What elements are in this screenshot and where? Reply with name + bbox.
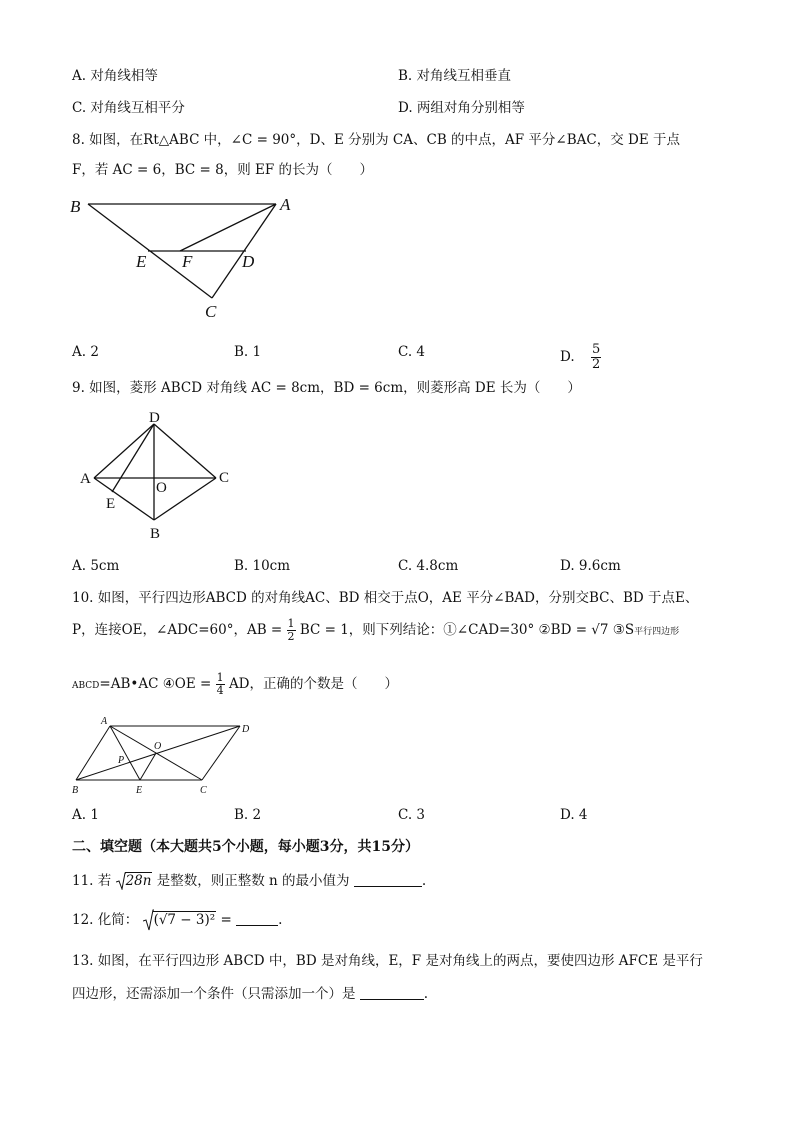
q7-option-d: D. 两组对角分别相等 xyxy=(398,100,525,116)
q12-sqrt xyxy=(143,911,217,929)
q9-stem: 9. 如图，菱形 ABCD 对角线 AC = 8cm，BD = 6cm，则菱形高 DE 长为（ ） xyxy=(72,380,581,396)
q9-option-a: A. 5cm xyxy=(72,558,120,574)
q10-line2-part-b: BC = 1，则下列结论：①∠CAD=30° ②BD = √7 ③S xyxy=(299,622,635,638)
q10-option-a: A. 1 xyxy=(72,807,99,823)
label-A: A xyxy=(280,195,291,214)
label-O: O xyxy=(156,480,167,496)
fraction-denominator: 2 xyxy=(591,357,601,372)
q13-end: . xyxy=(423,986,429,1002)
q10-option-b: B. 2 xyxy=(234,807,262,823)
q8-stem-line1: 8. 如图，在Rt△ABC 中，∠C = 90°，D、E 分别为 CA、CB 的中点，AF 平分∠BAC，交 DE 于点 xyxy=(72,132,681,148)
q8-option-d xyxy=(560,343,601,372)
q8-option-b: B. 1 xyxy=(234,344,262,360)
q10-line2-part-a: P，连接OE，∠ADC=60°，AB = xyxy=(72,622,283,638)
q10-stem-line3 xyxy=(72,672,398,697)
q10-parallelogram-figure xyxy=(68,712,268,798)
q10-line3-part-b: AD，正确的个数是（ ） xyxy=(228,676,399,692)
q11-end: . xyxy=(421,873,427,889)
segment-BA xyxy=(94,478,154,520)
fraction-numerator: 1 xyxy=(287,617,295,630)
q8-stem-line2: F，若 AC = 6，BC = 8，则 EF 的长为（ ） xyxy=(72,162,374,178)
q9-option-d: D. 9.6cm xyxy=(560,558,621,574)
q9-rhombus-figure xyxy=(74,410,244,542)
q12-answer-blank[interactable] xyxy=(236,911,278,926)
q11-radicand: 28n xyxy=(125,873,152,889)
q12-stem xyxy=(72,911,282,929)
q13-stem-line1: 13. 如图，在平行四边形 ABCD 中，BD 是对角线，E，F 是对角线上的两点，要使四边形 AFCE 是平行 xyxy=(72,953,703,969)
label-C: C xyxy=(205,302,217,321)
q8-option-a: A. 2 xyxy=(72,344,99,360)
segment-BA xyxy=(76,726,110,780)
q12-equals: = xyxy=(220,912,232,928)
q10-fraction-half xyxy=(287,618,296,643)
q11-answer-blank[interactable] xyxy=(354,872,422,887)
segment-AE xyxy=(110,726,140,780)
label-B: B xyxy=(150,526,161,542)
q10-option-d: D. 4 xyxy=(560,807,588,823)
segment-EO xyxy=(140,753,156,780)
q10-stem-line1: 10. 如图，平行四边形ABCD 的对角线AC、BD 相交于点O，AE 平分∠BAD，分别交BC、BD 于点E、 xyxy=(72,590,699,606)
sqrt-sign-icon xyxy=(143,909,154,931)
q7-option-b: B. 对角线互相垂直 xyxy=(398,68,512,84)
label-E: E xyxy=(106,496,116,512)
q12-radicand: (√7 − 3)² xyxy=(153,912,216,928)
section-heading-fill-in: 二、填空题（本大题共5个小题，每小题3分，共15分） xyxy=(72,839,419,855)
label-C: C xyxy=(219,470,230,486)
q8-option-d-prefix: D. xyxy=(560,349,575,365)
q13-stem-line2 xyxy=(72,985,428,1003)
q10-line3-part-a: =AB•AC ④OE = xyxy=(99,676,212,692)
q8-triangle-figure xyxy=(60,190,310,325)
label-A: A xyxy=(101,716,108,727)
label-D: D xyxy=(242,724,250,735)
q11-prefix: 11. 若 xyxy=(72,873,112,889)
fraction-denominator: 4 xyxy=(216,684,224,697)
q13-answer-blank[interactable] xyxy=(360,985,424,1000)
q7-option-c: C. 对角线互相平分 xyxy=(72,100,185,116)
segment-DC xyxy=(202,726,240,780)
segment-DC xyxy=(154,424,216,478)
segment-DE xyxy=(112,424,154,492)
q10-stem-line2 xyxy=(72,618,679,643)
q10-fraction-quarter xyxy=(216,672,225,697)
label-F: F xyxy=(182,252,193,271)
q10-subscript-parallelogram: 平行四边形 xyxy=(634,627,680,637)
label-D: D xyxy=(242,252,255,271)
label-A: A xyxy=(80,471,91,487)
label-O: O xyxy=(154,741,162,752)
label-B: B xyxy=(72,785,79,796)
fraction-numerator: 1 xyxy=(216,671,224,684)
q12-end: . xyxy=(278,912,283,928)
q11-suffix: 是整数，则正整数 n 的最小值为 xyxy=(156,873,350,889)
q10-subscript-abcd: ABCD xyxy=(72,681,100,691)
q8-option-d-fraction xyxy=(591,343,601,372)
label-C: C xyxy=(200,785,207,796)
q9-option-b: B. 10cm xyxy=(234,558,291,574)
label-E: E xyxy=(136,252,147,271)
label-D: D xyxy=(149,410,160,426)
q12-prefix: 12. 化简： xyxy=(72,912,139,928)
label-P: P xyxy=(118,755,125,766)
q13-line2-text: 四边形，还需添加一个条件（只需添加一个）是 xyxy=(72,986,356,1002)
q11-stem xyxy=(72,872,426,890)
segment-AD xyxy=(94,424,154,478)
label-E: E xyxy=(136,785,143,796)
q11-sqrt xyxy=(116,872,153,890)
sqrt-sign-icon xyxy=(116,872,126,890)
q10-option-c: C. 3 xyxy=(398,807,426,823)
segment-AF xyxy=(180,204,276,251)
q8-option-c: C. 4 xyxy=(398,344,426,360)
fraction-numerator: 5 xyxy=(591,342,601,357)
segment-BD xyxy=(76,726,240,780)
q9-option-c: C. 4.8cm xyxy=(398,558,459,574)
fraction-denominator: 2 xyxy=(287,630,295,643)
q7-option-a: A. 对角线相等 xyxy=(72,68,158,84)
label-B: B xyxy=(70,197,81,216)
